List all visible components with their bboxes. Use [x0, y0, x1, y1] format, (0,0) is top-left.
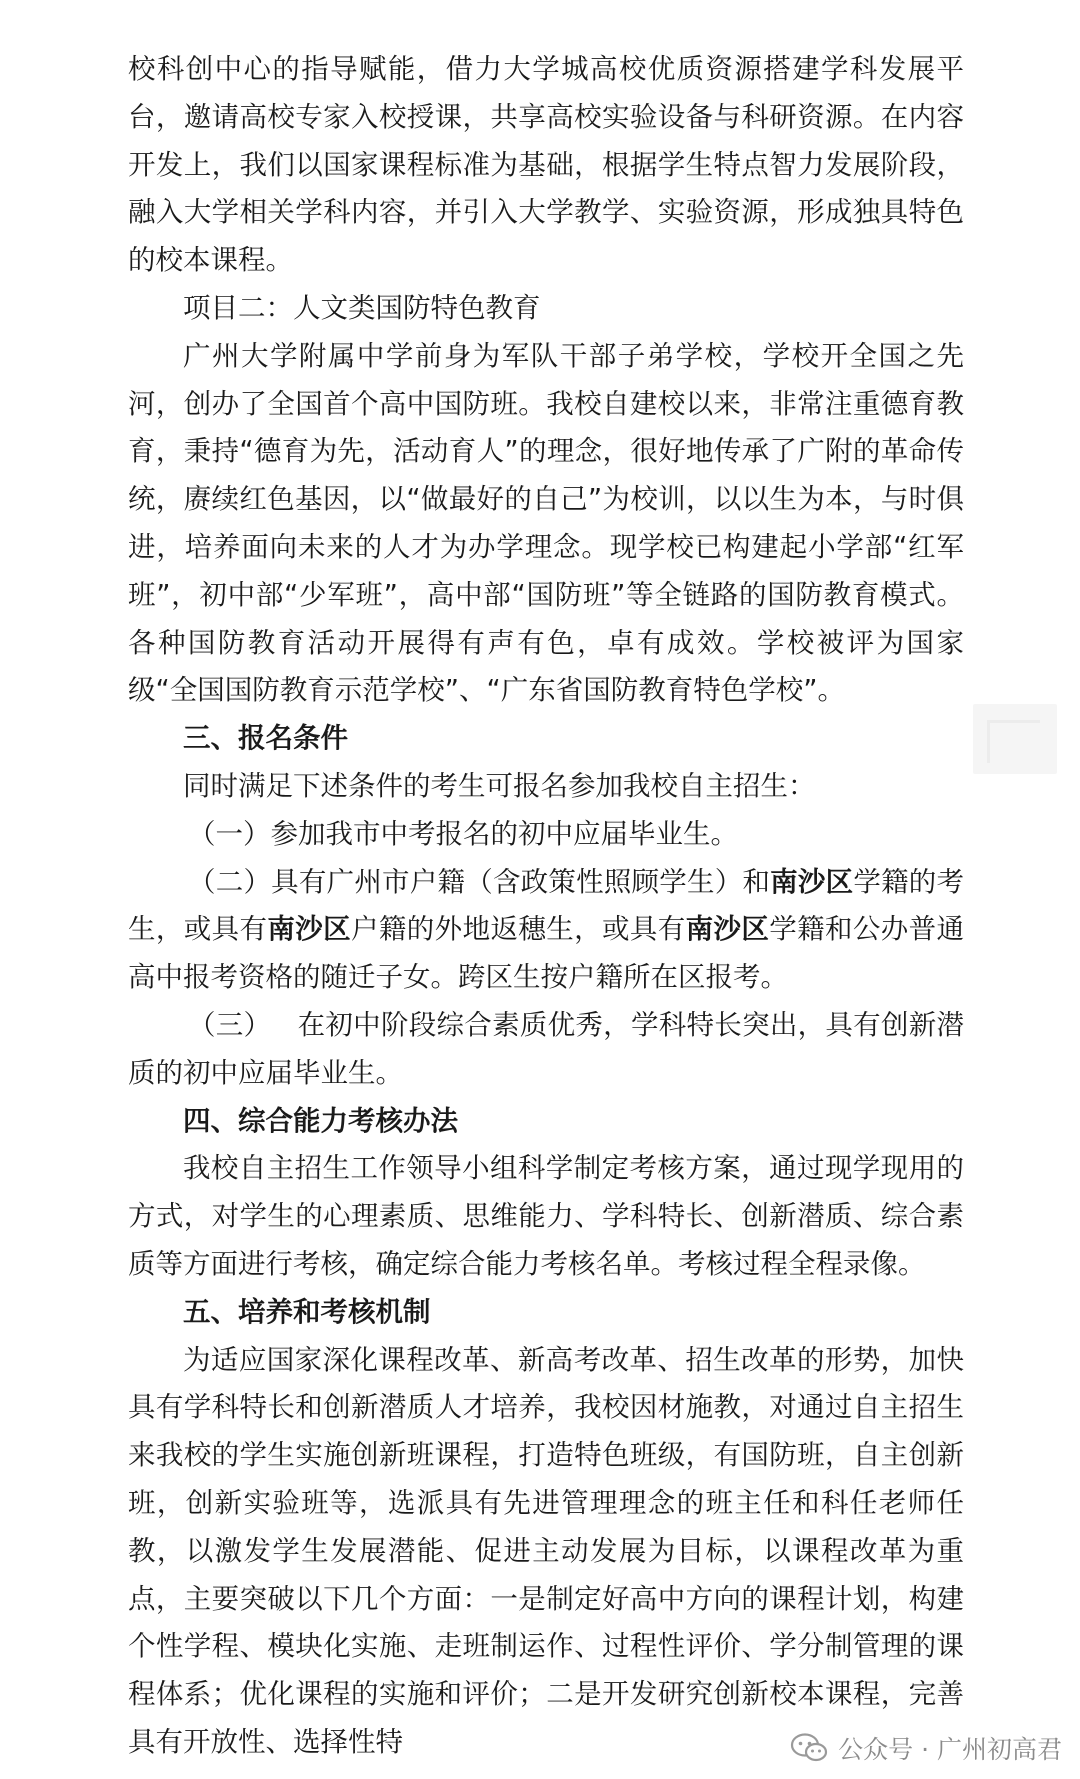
district-highlight: 南沙区 — [770, 865, 854, 898]
paragraph-project-2: 广州大学附属中学前身为军队干部子弟学校，学校开全国之先河，创办了全国首个高中国防班。我校自建校以来，非常注重德育教育，秉持“德育为先，活动育人”的理念，很好地传承了广附的革命传统，赓续红色基因，以“做最好的自己”为校训，以以生为本，与时俱进，培养面向未来的人才为办学理念。现学校已构建起小学部“红军班”，初中部“少军班”，高中部“国防班”等全链路的国防教育模式。各种国防教育活动开展得有声有色，卓有成效。学校被评为国家级“全国国防教育示范学校”、“广东省国防教育特色学校”。 — [128, 339, 964, 707]
district-highlight: 南沙区 — [685, 913, 770, 946]
section-5-text: 为适应国家深化课程改革、新高考改革、招生改革的形势，加快具有学科特长和创新潜质人才培养，我校因材施教，对通过自主招生来我校的学生实施创新班课程，打造特色班级，有国防班，自主创新班，创新实验班等，选派具有先进管理理念的班主任和科任老师任教，以激发学生发展潜能、促进主动发展为目标，以课程改革为重点，主要突破以下几个方面：一是制定好高中方向的课程计划，构建个性学程、模块化实施、走班制运作、过程性评价、学分制管理的课程体系；优化课程的实施和评价；二是开发研究创新校本课程，完善具有开放性、选择性特 — [128, 1343, 964, 1758]
document-body — [128, 46, 964, 1767]
scroll-tab-overlay — [973, 704, 1057, 774]
condition-1: （一）参加我市中考报名的初中应届毕业生。 — [188, 817, 738, 850]
condition-3 — [128, 1002, 964, 1098]
condition-2-seg-3: 户籍的外地返穗生，或具有 — [351, 913, 686, 946]
section-4-text: 我校自主招生工作领导小组科学制定考核方案，通过现学现用的方式，对学生的心理素质、思维能力、学科特长、创新潜质、综合素质等方面进行考核，确定综合能力考核名单。考核过程全程录像。 — [128, 1152, 964, 1280]
paragraph-continuation: 校科创中心的指导赋能，借力大学城高校优质资源搭建学科发展平台，邀请高校专家入校授课，共享高校实验设备与科研资源。在内容开发上，我们以国家课程标准为基础，根据学生特点智力发展阶段，融入大学相关学科内容，并引入大学教学、实验资源，形成独具特色的校本课程。 — [128, 53, 964, 277]
condition-3-text: 在初中阶段综合素质优秀，学科特长突出，具有创新潜质的初中应届毕业生。 — [128, 1008, 965, 1089]
section-3-intro: 同时满足下述条件的考生可报名参加我校自主招生： — [183, 769, 816, 802]
district-highlight: 南沙区 — [267, 913, 352, 946]
condition-2-seg-2: 学籍的考生，或具有 — [128, 865, 965, 946]
condition-2-seg-1: （二）具有广州市户籍（含政策性照顾学生）和 — [188, 865, 771, 898]
project-2-title: 项目二：人文类国防特色教育 — [183, 291, 541, 324]
section-5-heading: 五、培养和考核机制 — [183, 1295, 431, 1328]
wechat-watermark — [790, 1731, 1062, 1765]
condition-2-seg-4: 学籍和公办普通高中报考资格的随迁子女。跨区生按户籍所在区报考。 — [128, 913, 965, 994]
section-4-heading: 四、综合能力考核办法 — [183, 1104, 458, 1137]
condition-2 — [128, 859, 964, 1002]
section-3-heading: 三、报名条件 — [183, 722, 348, 755]
wechat-icon — [790, 1733, 828, 1763]
condition-3-label: （三） — [188, 1008, 272, 1041]
watermark-text: 公众号 · 广州初高君 — [838, 1735, 1062, 1764]
